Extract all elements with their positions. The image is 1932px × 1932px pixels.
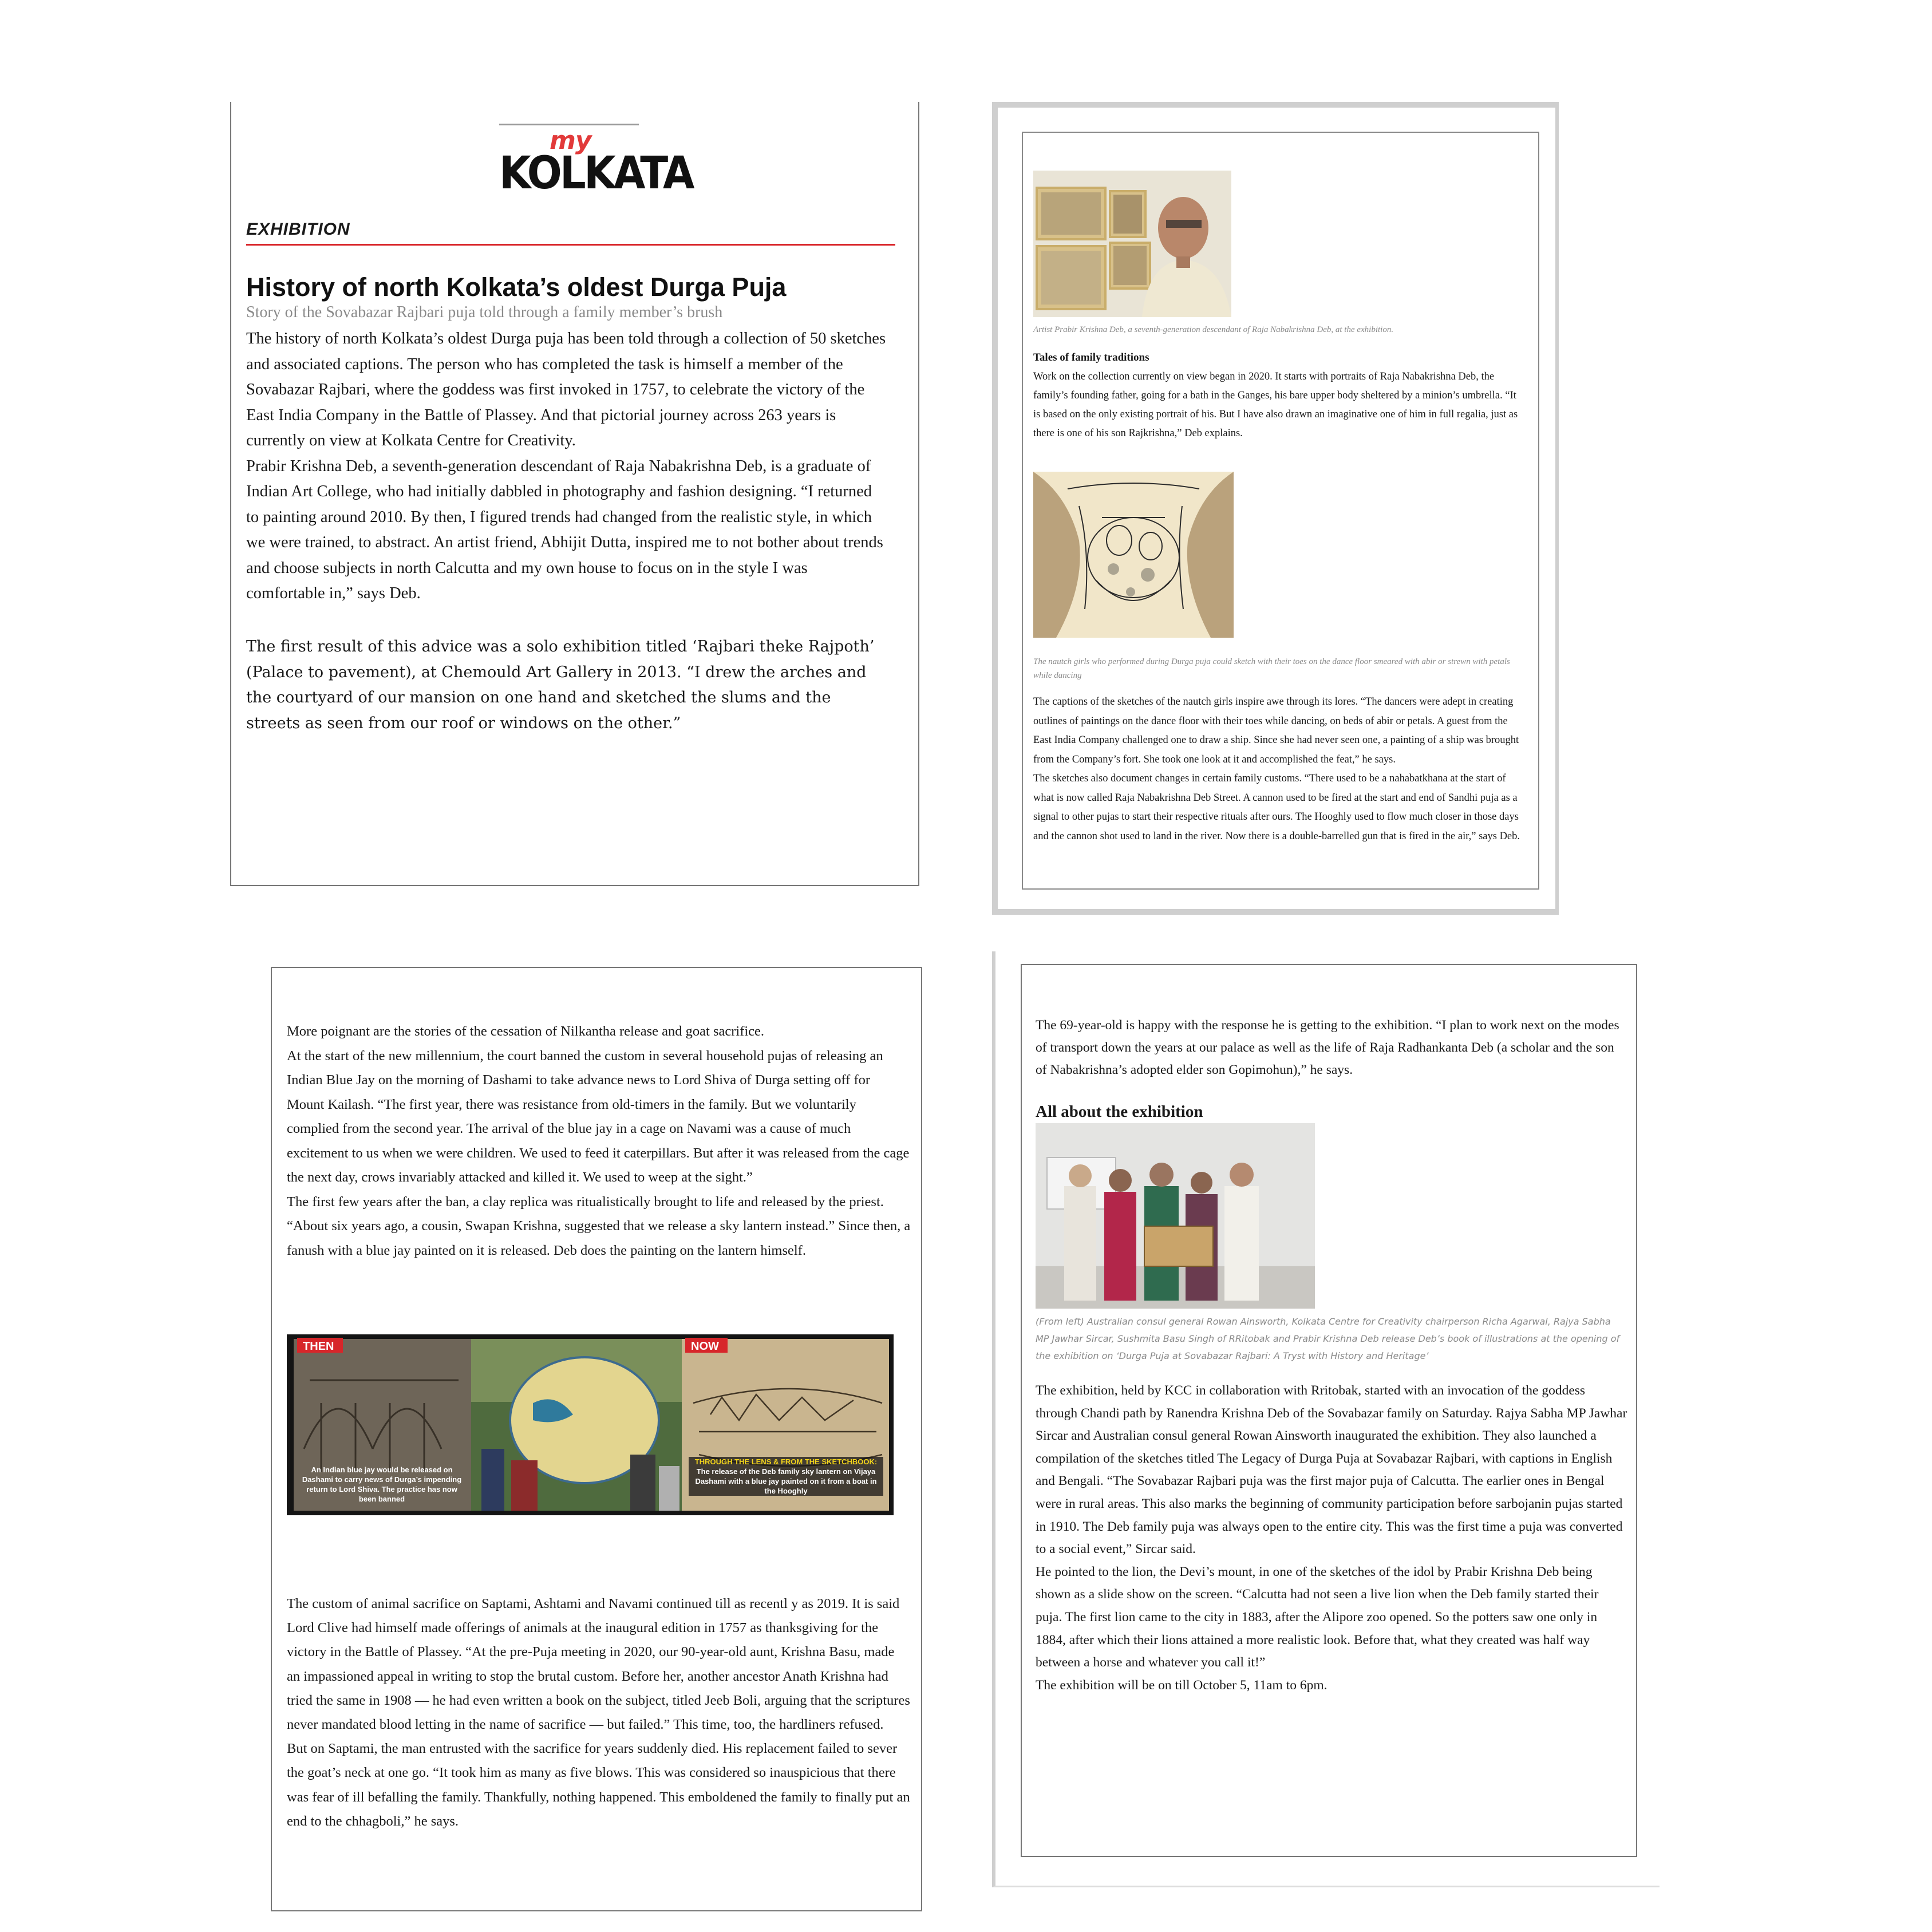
article-body-continued <box>1036 1380 1628 1697</box>
article-headline: History of north Kolkata’s oldest Durga Puja <box>246 272 787 302</box>
paragraph: The exhibition will be on till October 5, 11am to 6pm. <box>1036 1677 1327 1693</box>
photo-caption: Artist Prabir Krishna Deb, a seventh-generation descendant of Raja Nabakrishna Deb, at the exhibition. <box>1033 325 1394 334</box>
paragraph: Prabir Krishna Deb, a seventh-generation descendant of Raja Nabakrishna Deb, is a graduate of Indian Art College, who had initially dabbled in photography and fashion designing. “I returned to painting around 2010. By then, I figured trends had changed from the realistic style, in which we were trained, to abstract. An artist friend, Abhijit Dutta, inspired me to not bother about trends and choose subjects in north Calcutta and my own house to focus on in the style I was comfortable in,” says Deb. <box>246 457 883 602</box>
article-body-continued <box>287 1592 911 1834</box>
then-label: THEN <box>303 1340 334 1353</box>
logo-kolkata: KOLKATA <box>499 148 693 199</box>
paragraph: The history of north Kolkata’s oldest Durga puja has been told through a collection of 50 sketches and associated captions. The person who has completed the task is himself a member of the Sovabazar Rajbari, where the goddess was first invoked in 1757, to celebrate the victory of the East India Company in the Battle of Plassey. And that pictorial journey across 263 years is currently on view at Kolkata Centre for Creativity. <box>246 330 886 449</box>
then-now-banner <box>287 1334 894 1515</box>
paragraph: The first result of this advice was a solo exhibition titled ‘Rajbari theke Rajpoth’ (Palace to pavement), at Chemould Art Gallery in 2013. “I drew the arches and the courtyard of our mansion on one hand and sketched the slums and the streets as seen from our roof or windows on the other.” <box>246 638 875 732</box>
article-body <box>287 1020 911 1263</box>
article-body <box>1036 1014 1625 1081</box>
photo-caption: (From left) Australian consul general Rowan Ainsworth, Kolkata Centre for Creativity chairperson Richa Agarwal, Rajya Sabha MP Jawhar Sircar, Sushmita Basu Singh of RRitobak and Prabir Krishna Deb release Deb’s book of illustrations at the opening of the exhibition on ‘Durga Puja at Sovabazar Rajbari: A Tryst with History and Heritage’ <box>1036 1316 1620 1361</box>
article-page-3 <box>271 967 922 1911</box>
paragraph: The sketches also document changes in certain family customs. “There used to be a nahabatkhana at the start of what is now called Raja Nabakrishna Deb Street. A cannon used to be fired at the start and end of Sandhi puja as a signal to other pujas to start their respective rituals after ours. The Hooghly used to flow much closer in those days and the cannon shot used to land in the river. Now there is a double-barrelled gun that is fired in the air,” says Deb. <box>1033 773 1520 842</box>
paragraph: The custom of animal sacrifice on Saptami, Ashtami and Navami continued till as recentl y as 2019. It is said Lord Clive had himself made offerings of animals at the inaugural edition in 1757 as thanksgiving for the victory in the Battle of Plassey. “At the pre-Puja meeting in 2020, our 90-year-old aunt, Krishna Basu, made an impassioned appeal in writing to stop the brutal custom. Before her, another ancestor Anath Krishna had tried the same in 1908 — he had even written a book on the subject, titled Jeeb Boli, arguing that the scriptures never mandated blood letting in the name of sacrifice — but failed.” This time, too, the hardliners refused. <box>287 1596 910 1733</box>
nautch-girls-sketch <box>1033 472 1234 638</box>
paragraph: More poignant are the stories of the cessation of Nilkantha release and goat sacrifice. <box>287 1024 765 1039</box>
paragraph: The first few years after the ban, a clay replica was ritualistically brought to life and released by the priest. “About six years ago, a cousin, Swapan Krishna, suggested that we release a sky lantern instead.” Since then, a fanush with a blue jay painted on it is released. Deb does the painting on the lantern himself. <box>287 1194 911 1258</box>
paragraph: At the start of the new millennium, the court banned the custom in several household pujas of releasing an Indian Blue Jay on the morning of Dashami to take advance news to Lord Shiva of Durga setting off for Mount Kailash. “The first year, there was resistance from old-timers in the family. But we voluntarily complied from the second year. The arrival of the blue jay in a cage on Navami was a cause of much excitement to us when we were children. We used to feed it caterpillars. But after it was released from the cage the next day, crows invariably attacked and killed it. We used to weep at the sight.” <box>287 1048 910 1185</box>
artist-photo <box>1033 171 1231 317</box>
paragraph: But on Saptami, the man entrusted with the sacrifice for years suddenly died. His replacement failed to sever the goat’s neck at one go. “It took him as many as five blows. This was considered so inauspicious that there was fear of ill befalling the family. Thankfully, nothing happened. This emboldened the family to finally put an end to the chhagboli,” he says. <box>287 1741 910 1829</box>
my-kolkata-logo <box>499 124 693 199</box>
article-body-continued <box>1033 693 1526 846</box>
sketch-caption: The nautch girls who performed during Durga puja could sketch with their toes on the dance floor smeared with abir or strewn with petals while dancing <box>1033 657 1510 680</box>
article-body <box>1033 368 1526 443</box>
now-caption-head: THROUGH THE LENS & FROM THE SKETCHBOOK: <box>694 1457 878 1466</box>
now-caption-text: The release of the Deb family sky lantern on Vijaya Dashami with a blue jay painted on it from a boat in the Hooghly <box>695 1467 877 1495</box>
article-body-continued <box>246 634 887 736</box>
page-2-frame <box>1022 132 1539 890</box>
article-page-2 <box>992 102 1559 915</box>
then-caption: An Indian blue jay would be released on Dashami to carry news of Durga’s impending return to Lord Shiva. The practice has now been banned <box>302 1465 462 1503</box>
section-label: EXHIBITION <box>246 220 350 239</box>
paragraph: The 69-year-old is happy with the response he is getting to the exhibition. “I plan to work next on the modes of transport down the years at our palace as well as the life of Raja Radhankanta Deb (a scholar and the son of Nabakrishna’s adopted elder son Gopimohun),” he says. <box>1036 1018 1619 1077</box>
subheading: All about the exhibition <box>1036 1103 1203 1121</box>
subheading: Tales of family traditions <box>1033 351 1149 364</box>
book-launch-photo <box>1036 1123 1315 1309</box>
paragraph: He pointed to the lion, the Devi’s mount, in one of the sketches of the idol by Prabir Krishna Deb being shown as a slide show on the screen. “Calcutta had not seen a live lion when the Deb family started their puja. The first lion came to the city in 1883, after the Alipore zoo opened. So the potters saw one only in 1884, after which their lions attained a more realistic look. Before that, what they created was half way between a horse and whatever you call it!” <box>1036 1564 1599 1670</box>
paragraph: The captions of the sketches of the nautch girls inspire awe through its lores. “The dancers were adept in creating outlines of paintings on the dance floor with their toes while dancing, on beds of abir or petals. A guest from the East India Company challenged one to draw a ship. Since she had never seen one, a painting of a ship was brought from the Company’s fort. She took one look at it and accomplished the feat,” he says. <box>1033 696 1519 765</box>
paragraph: Work on the collection currently on view began in 2020. It starts with portraits of Raja Nabakrishna Deb, the family’s founding father, going for a bath in the Ganges, his bare upper body sheltered by a minion’s umbrella. “It is based on the only existing portrait of his. But I have also drawn an imaginative one of him in full regalia, just as there is one of his son Rajkrishna,” Deb explains. <box>1033 371 1518 439</box>
article-body <box>246 326 887 607</box>
now-label: NOW <box>691 1340 719 1353</box>
article-page-1 <box>230 102 919 886</box>
paragraph: The exhibition, held by KCC in collaboration with Rritobak, started with an invocation of the goddess through Chandi path by Ranendra Krishna Deb of the Sovabazar family on Saturday. Rajya Sabha MP Jawhar Sircar and Australian consul general Rowan Ainsworth inaugurated the exhibition. They also launched a compilation of the sketches titled The Legacy of Durga Puja at Sovabazar Rajbari, with captions in English and Bengali. “The Sovabazar Rajbari puja was the first major puja of Calcutta. The earlier ones in Bengal were in rural areas. This also marks the beginning of community participation before sarbojanin pujas started in 1910. The Deb family puja was always open to the entire city. This was the first time a puja was converted to a social event,” Sircar said. <box>1036 1383 1627 1557</box>
logo-rule <box>499 124 639 125</box>
article-standfirst: Story of the Sovabazar Rajbari puja told through a family member’s brush <box>246 303 723 321</box>
section-divider <box>246 244 895 246</box>
article-page-4 <box>1021 964 1637 1857</box>
logo-my: my <box>550 126 591 155</box>
now-caption <box>689 1457 883 1496</box>
